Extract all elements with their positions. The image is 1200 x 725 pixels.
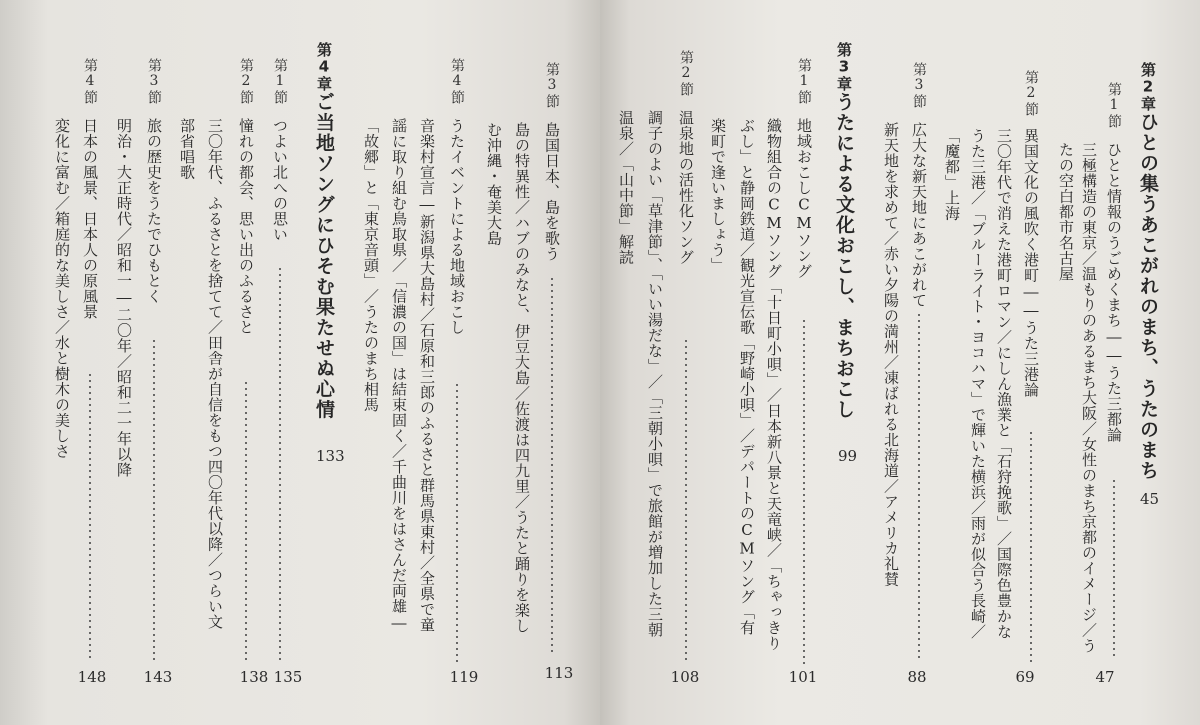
ch2-sec1-title: ひとと情報のうごめくまち――うた三都論 [1105,142,1123,443]
ch4-sec4-line1: 変化に富む／箱庭的な美しさ／水と樹木の美しさ [53,118,71,459]
ch3-sec4-leader [456,382,458,662]
chapter-4-page: 133 [316,447,345,465]
chapter-2-label: 第2章 [1139,62,1157,112]
ch2-sec3-leader [918,312,920,662]
ch4-sec1-label: 第1節 [272,58,288,105]
ch4-sec4-leader [89,372,91,662]
ch2-sec2-page: 69 [1015,668,1035,686]
ch3-sec2-line1: 調子のよい「草津節」、「いい湯だな」／「三朝小唄」で旅館が増加した三朝 [646,110,664,638]
ch4-sec2-line2: 部省唱歌 [178,118,196,180]
ch4-sec2-label: 第2節 [238,58,254,105]
chapter-2-page: 45 [1140,490,1160,508]
ch2-sec3-line1: 新天地を求めて／赤い夕陽の満州／凍ばれる北海道／アメリカ礼賛 [882,122,900,587]
ch3-sec4-line3: 「故郷」と「東京音頭」／うたのまち相馬 [362,118,380,413]
ch3-sec3-label: 第3節 [544,62,560,109]
ch2-sec1-line2: たの空白都市名古屋 [1057,142,1075,282]
ch3-sec4-line1: 音楽村宣言―新潟県大島村／石原和三郎のふるさと群馬県東村／全県で童 [418,118,436,633]
ch2-sec1-label: 第1節 [1106,82,1122,129]
ch4-sec1-title: つよい北への思い [271,118,289,242]
chapter-3-title: うたによる文化おこし、まちおこし [833,92,855,420]
ch3-sec3-line2: む沖縄・奄美大島 [485,122,503,246]
ch4-sec3-page: 143 [143,668,173,686]
ch2-sec2-title: 異国文化の風吹く港町――うた三港論 [1022,128,1040,398]
ch3-sec3-leader [551,276,553,656]
ch4-sec3-title: 旅の歴史をうたでひもとく [145,118,163,304]
ch3-sec1-title: 地域おこしCMソング [795,118,813,279]
ch4-sec2-leader [245,380,247,662]
ch4-sec2-title: 憧れの都会、思い出のふるさと [237,118,255,335]
chapter-4-title: ご当地ソングにひそむ果たせぬ心情 [313,92,335,420]
ch4-sec4-page: 148 [77,668,107,686]
chapter-3-label: 第3章 [835,42,853,92]
ch3-sec4-page: 119 [449,668,479,686]
ch4-sec4-label: 第4節 [82,58,98,105]
ch3-sec3-line1: 島の特異性／ハブのみなと、伊豆大島／佐渡は四九里／うたと踊りを楽し [513,122,531,634]
ch2-sec2-leader [1030,430,1032,662]
ch2-sec1-leader [1113,478,1115,660]
ch2-sec2-line3: 「魔都」上海 [943,128,961,221]
ch3-sec4-title: うたイベントによる地域おこし [448,118,466,335]
ch3-sec2-title: 温泉地の活性化ソング [677,110,695,265]
ch3-sec3-page: 113 [544,664,574,682]
ch4-sec4-title: 日本の風景、日本人の原風景 [81,118,99,320]
ch4-sec3-line1: 明治・大正時代／昭和一―二〇年／昭和二一年以降 [115,118,133,478]
ch3-sec1-page: 101 [788,668,818,686]
chapter-2-title: ひとの集うあこがれのまち、うたのまち [1137,112,1159,481]
ch2-sec2-label: 第2節 [1023,70,1039,117]
chapter-3-page: 99 [838,447,858,465]
ch4-sec1-leader [279,266,281,662]
ch3-sec1-leader [803,318,805,664]
ch2-sec2-line2: うた三港／「ブルーライト・ヨコハマ」で輝いた横浜／雨が似合う長崎／ [969,128,987,640]
ch3-sec3-title: 島国日本、島を歌う [543,122,561,262]
ch4-sec1-page: 135 [273,668,303,686]
ch2-sec2-line1: 三〇年代で消えた港町ロマン／にしん漁業と「石狩挽歌」／国際色豊かな [995,128,1013,640]
ch2-sec3-label: 第3節 [911,62,927,109]
ch3-sec2-page: 108 [670,668,700,686]
ch3-sec1-line1: 織物組合のCMソング「十日町小唄」／日本新八景と天竜峡／「ちゃっきり [765,118,783,651]
ch3-sec1-line2: ぶし」と静岡鉄道／観光宣伝歌「野崎小唄」／デパートのCMソング「有 [738,118,756,636]
ch3-sec2-leader [685,338,687,664]
ch3-sec4-label: 第4節 [449,58,465,105]
ch2-sec3-page: 88 [907,668,927,686]
ch4-sec3-label: 第3節 [146,58,162,105]
ch3-sec2-label: 第2節 [678,50,694,97]
ch3-sec1-label: 第1節 [796,58,812,105]
ch4-sec3-leader [153,338,155,662]
ch3-sec4-line2: 謡に取り組む鳥取県／「信濃の国」は結束固く／千曲川をはさんだ両雄― [390,118,408,633]
ch2-sec1-page: 47 [1095,668,1115,686]
ch4-sec2-page: 138 [239,668,269,686]
chapter-4-label: 第4章 [315,42,333,92]
ch2-sec3-title: 広大な新天地にあこがれて [910,122,928,308]
ch4-sec2-line1: 三〇年代、ふるさとを捨てて／田舎が自信をもつ四〇年代以降／つらい文 [206,118,224,630]
ch3-sec2-line2: 温泉／「山中節」解読 [617,110,635,265]
ch3-sec1-line3: 楽町で逢いましょう」 [709,118,727,273]
ch2-sec1-line1: 三極構造の東京／温もりのあるまち大阪／女性のまち京都のイメージ／う [1080,142,1098,654]
